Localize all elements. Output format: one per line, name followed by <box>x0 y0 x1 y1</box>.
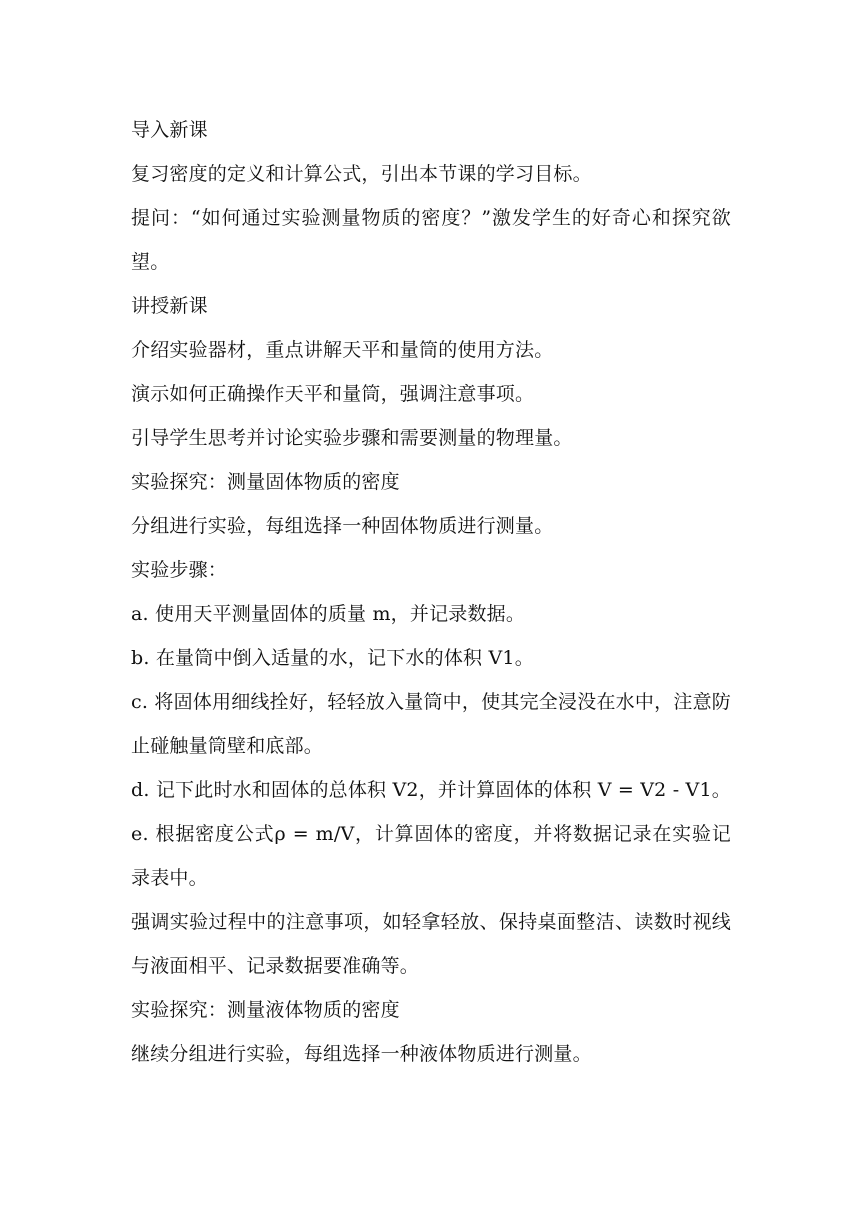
section-heading-liquid-experiment: 实验探究：测量液体物质的密度 <box>131 999 400 1021</box>
paragraph: 继续分组进行实验，每组选择一种液体物质进行测量。 <box>131 1043 592 1065</box>
step-item-b: b. 在量筒中倒入适量的水，记下水的体积 V1。 <box>131 647 534 669</box>
document-body <box>131 108 731 1076</box>
paragraph: 演示如何正确操作天平和量筒，强调注意事项。 <box>131 383 535 405</box>
step-item-a: a. 使用天平测量固体的质量 m，并记录数据。 <box>131 603 526 625</box>
paragraph: 引导学生思考并讨论实验步骤和需要测量的物理量。 <box>131 427 573 449</box>
step-item-c: c. 将固体用细线拴好，轻轻放入量筒中，使其完全浸没在水中，注意防止碰触量筒壁和底部。 <box>131 691 731 757</box>
step-item-d: d. 记下此时水和固体的总体积 V2，并计算固体的体积 V = V2 - V1。 <box>131 779 731 801</box>
section-heading-solid-experiment: 实验探究：测量固体物质的密度 <box>131 471 400 493</box>
step-item-e: e. 根据密度公式ρ = m/V，计算固体的密度，并将数据记录在实验记录表中。 <box>131 823 731 889</box>
paragraph: 复习密度的定义和计算公式，引出本节课的学习目标。 <box>131 163 592 185</box>
paragraph: 强调实验过程中的注意事项，如轻拿轻放、保持桌面整洁、读数时视线与液面相平、记录数据要准确等。 <box>131 911 731 977</box>
paragraph: 提问：“如何通过实验测量物质的密度？”激发学生的好奇心和探究欲望。 <box>131 207 731 273</box>
section-heading-intro: 导入新课 <box>131 119 208 141</box>
paragraph: 介绍实验器材，重点讲解天平和量筒的使用方法。 <box>131 339 554 361</box>
steps-heading: 实验步骤： <box>131 559 228 581</box>
paragraph: 分组进行实验，每组选择一种固体物质进行测量。 <box>131 515 554 537</box>
section-heading-teaching: 讲授新课 <box>131 295 208 317</box>
